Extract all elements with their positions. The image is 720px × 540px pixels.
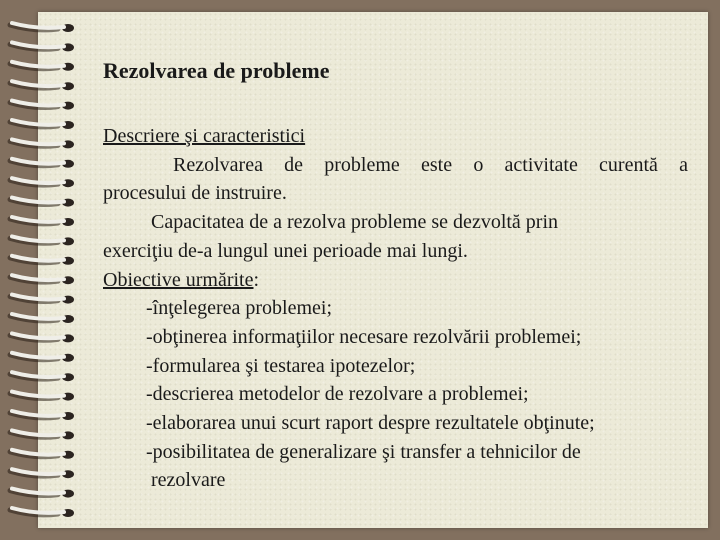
spiral-ring [10, 236, 74, 245]
objective-item-continuation: rezolvare [151, 469, 226, 492]
spiral-ring [10, 275, 74, 284]
objective-item: -obţinerea informaţiilor necesare rezolvării problemei; [146, 325, 582, 348]
paragraph-2-line-2: exerciţiu de-a lungul unei perioade mai lungi. [103, 239, 468, 262]
spiral-ring [10, 392, 74, 401]
objective-item: -descrierea metodelor de rezolvare a problemei; [146, 383, 529, 406]
paragraph-2-line-1: Capacitatea de a rezolva probleme se dezvoltă prin [151, 211, 559, 234]
spiral-ring [10, 411, 74, 420]
spiral-ring [10, 23, 74, 32]
spiral-ring [10, 450, 74, 459]
spiral-ring [10, 217, 74, 226]
objectives-heading: Obiective urmărite: [103, 268, 260, 291]
spiral-ring [10, 101, 74, 110]
content-body [103, 122, 688, 495]
spiral-binding [0, 0, 90, 540]
spiral-ring [10, 178, 74, 187]
spiral-ring [10, 120, 74, 129]
objective-item: -formularea şi testarea ipotezelor; [146, 354, 416, 377]
page-title: Rezolvarea de probleme [103, 58, 330, 83]
spiral-ring [10, 42, 74, 51]
spiral-ring [10, 430, 74, 439]
section-heading: Descriere şi caracteristici [103, 125, 306, 147]
spiral-ring [10, 508, 74, 517]
spiral-ring [10, 81, 74, 90]
spiral-ring [10, 198, 74, 207]
spiral-ring [10, 314, 74, 323]
spiral-ring [10, 159, 74, 168]
spiral-ring [10, 62, 74, 71]
spiral-ring [10, 353, 74, 362]
objective-item: -înţelegerea problemei; [146, 297, 333, 320]
paragraph-1-line-2: procesului de instruire. [103, 182, 287, 205]
spiral-ring [10, 295, 74, 304]
spiral-ring [10, 469, 74, 478]
spiral-ring [10, 489, 74, 498]
spiral-ring [10, 372, 74, 381]
objective-item: -elaborarea unui scurt raport despre rezultatele obţinute; [146, 412, 595, 435]
paragraph-1-line-1: Rezolvarea de probleme este o activitate curentă a [173, 153, 688, 176]
spiral-ring [10, 139, 74, 148]
spiral-ring [10, 333, 74, 342]
objective-item: -posibilitatea de generalizare şi transfer a tehnicilor de [146, 440, 581, 463]
spiral-ring [10, 256, 74, 265]
